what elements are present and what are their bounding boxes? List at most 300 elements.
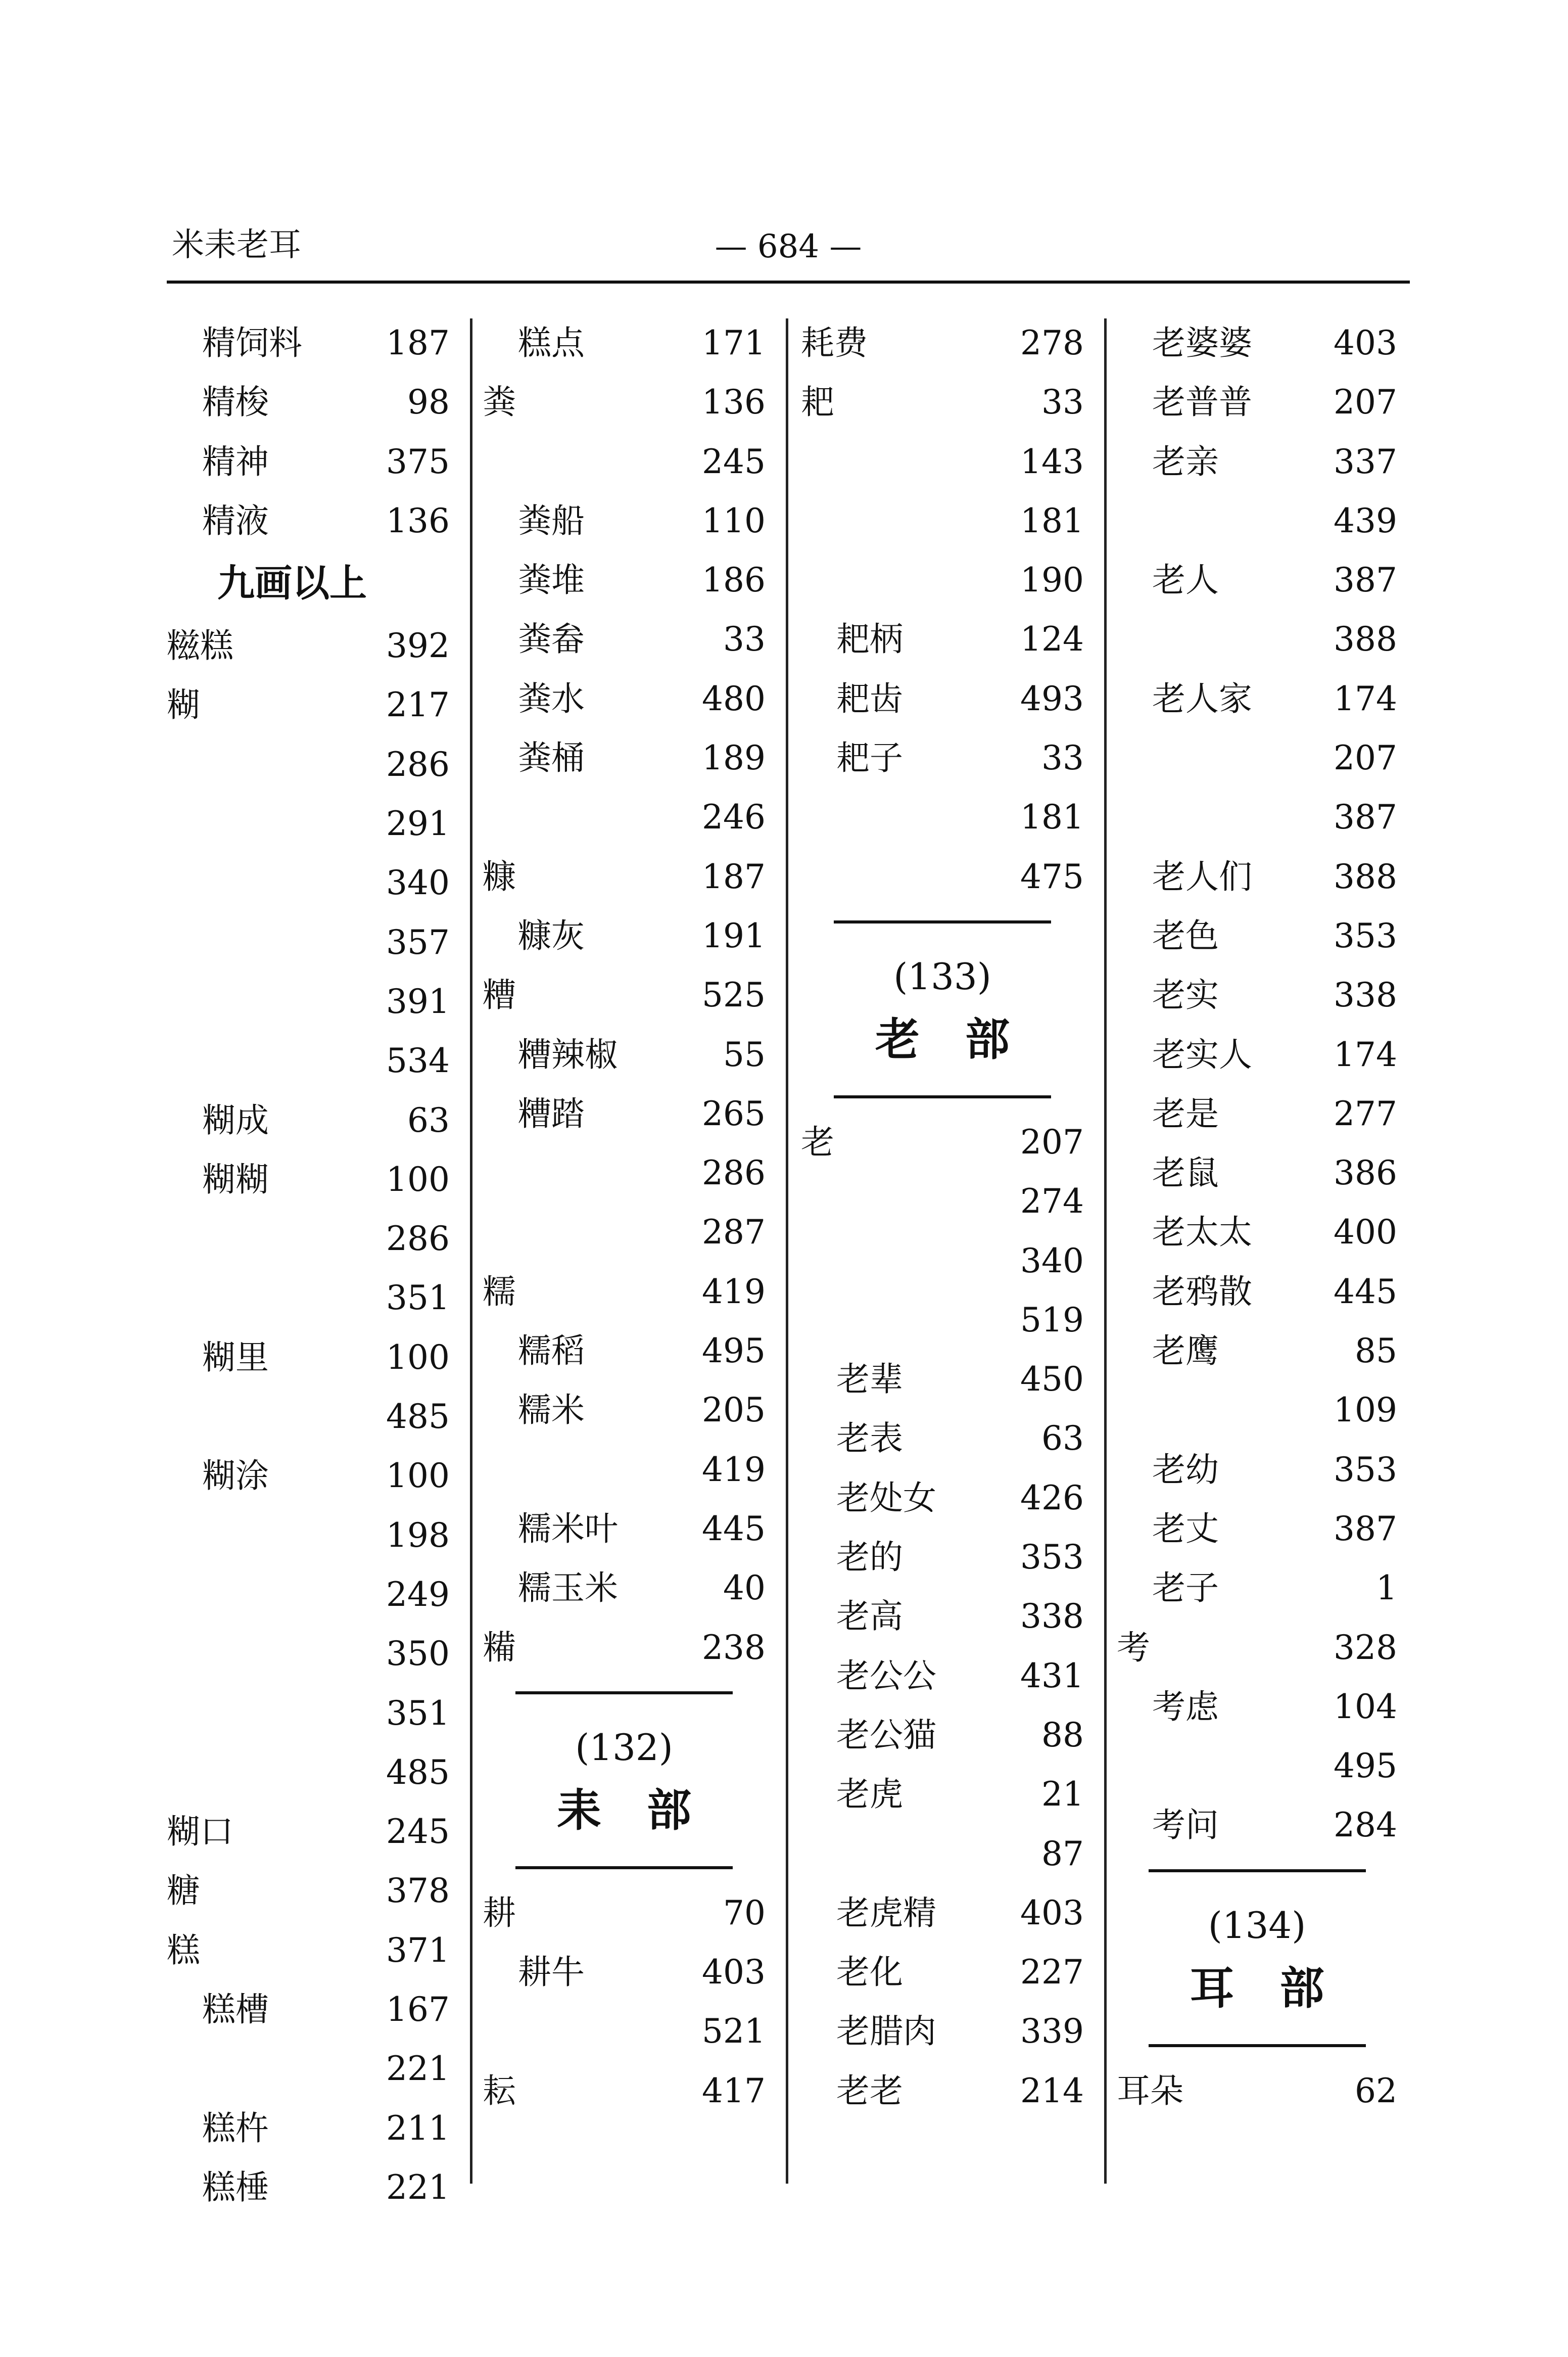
entry-page-number: 70: [723, 1893, 766, 1932]
entry-term: 糊成: [202, 1100, 269, 1140]
index-entry: [1117, 1262, 1397, 1321]
entry-page-number: 426: [1020, 1478, 1084, 1517]
entry-term: 老化: [836, 1953, 903, 1992]
entry-term: 粪桶: [518, 738, 585, 778]
index-entry: [1117, 1558, 1397, 1617]
index-entry: [483, 432, 766, 491]
entry-term: 糊里: [202, 1337, 269, 1377]
entry-page-number: 403: [702, 1953, 766, 1992]
entry-page-number: 480: [702, 679, 766, 718]
entry-term: 老鹰: [1152, 1331, 1219, 1371]
index-entry: [483, 1262, 766, 1321]
entry-page-number: 205: [702, 1391, 766, 1430]
index-entry: [167, 432, 450, 491]
section-rule: [834, 1095, 1051, 1098]
index-entry: [1117, 1677, 1397, 1736]
radical-section-heading: [801, 906, 1084, 1113]
entry-page-number: 286: [386, 1219, 450, 1259]
entry-term: 耳朵: [1117, 2071, 1183, 2110]
section-rule: [515, 1691, 733, 1694]
entry-term: 糟辣椒: [518, 1035, 618, 1074]
index-entry: [483, 669, 766, 728]
section-name: 耳部: [1190, 1962, 1370, 2014]
index-entry: [1117, 1499, 1397, 1558]
index-entry: [167, 735, 450, 794]
entry-page-number: 403: [1020, 1893, 1084, 1932]
index-entry: [1117, 669, 1397, 728]
index-entry: [1117, 1025, 1397, 1084]
index-entry: [801, 1705, 1084, 1765]
entry-term: 老表: [836, 1419, 903, 1458]
entry-term: 老虎: [836, 1775, 903, 1814]
entry-term: 糠灰: [518, 916, 585, 955]
entry-page-number: 249: [386, 1575, 450, 1614]
entry-page-number: 88: [1041, 1715, 1084, 1754]
entry-term: 老幼: [1152, 1450, 1219, 1489]
index-entry: [167, 1506, 450, 1565]
entry-page-number: 337: [1334, 442, 1397, 481]
index-body: [167, 313, 1410, 2234]
section-rule: [1149, 2044, 1366, 2047]
page-number: — 684 —: [715, 228, 862, 265]
entry-page-number: 207: [1020, 1122, 1084, 1162]
index-entry: [483, 965, 766, 1025]
index-entry: [167, 853, 450, 912]
index-entry: [1117, 1795, 1397, 1855]
index-column-1: [167, 313, 450, 2214]
index-entry: [167, 2158, 450, 2217]
index-entry: [801, 2002, 1084, 2061]
entry-page-number: 174: [1334, 679, 1397, 718]
entry-term: 糠: [483, 857, 516, 896]
index-column-3: [801, 313, 1084, 2214]
entry-term: 糟: [483, 976, 516, 1015]
entry-term: 考虑: [1152, 1687, 1219, 1726]
entry-page-number: 445: [1334, 1272, 1397, 1311]
entry-term: 糯米: [518, 1391, 585, 1430]
index-entry: [483, 788, 766, 847]
radical-section-heading: [483, 1677, 766, 1883]
entry-term: 糯米叶: [518, 1509, 618, 1548]
entry-term: 老老: [836, 2071, 903, 2110]
index-entry: [483, 373, 766, 432]
index-entry: [1117, 2061, 1397, 2120]
entry-page-number: 221: [386, 2167, 450, 2207]
entry-term: 老的: [836, 1538, 903, 1577]
index-entry: [1117, 491, 1397, 550]
entry-page-number: 55: [723, 1035, 766, 1074]
entry-term: 粪水: [518, 679, 585, 718]
index-entry: [167, 1861, 450, 1920]
index-entry: [801, 1765, 1084, 1824]
entry-page-number: 495: [702, 1331, 766, 1371]
entry-page-number: 265: [702, 1094, 766, 1133]
index-entry: [167, 1565, 450, 1624]
column-divider: [786, 318, 788, 2184]
entry-page-number: 211: [386, 2108, 450, 2148]
index-entry: [801, 788, 1084, 847]
index-entry: [483, 1025, 766, 1084]
entry-page-number: 387: [1334, 1509, 1397, 1548]
entry-term: 老人们: [1152, 857, 1252, 896]
index-entry: [801, 728, 1084, 788]
index-entry: [167, 2099, 450, 2158]
index-entry: [167, 1980, 450, 2039]
entry-term: 老公公: [836, 1656, 936, 1695]
entry-term: 糟踏: [518, 1094, 585, 1133]
section-name: 耒部: [556, 1784, 737, 1836]
entry-term: 考问: [1152, 1806, 1219, 1845]
entry-term: 糊口: [167, 1812, 233, 1852]
index-entry: [167, 1802, 450, 1861]
entry-page-number: 221: [386, 2049, 450, 2089]
entry-term: 糯: [483, 1272, 516, 1311]
entry-page-number: 485: [386, 1397, 450, 1437]
entry-page-number: 85: [1355, 1331, 1397, 1371]
radical-section-heading: [1117, 1855, 1397, 2061]
index-entry: [167, 913, 450, 972]
index-entry: [1117, 1618, 1397, 1677]
entry-page-number: 207: [1334, 738, 1397, 778]
section-rule: [515, 1866, 733, 1869]
entry-term: 老高: [836, 1597, 903, 1636]
index-entry: [483, 1203, 766, 1262]
index-entry: [167, 972, 450, 1031]
entry-page-number: 388: [1334, 857, 1397, 896]
index-entry: [801, 1409, 1084, 1468]
entry-term: 老人家: [1152, 679, 1252, 718]
index-entry: [167, 1446, 450, 1505]
index-entry: [483, 610, 766, 669]
entry-page-number: 278: [1020, 323, 1084, 362]
index-entry: [483, 1321, 766, 1380]
index-entry: [1117, 1143, 1397, 1203]
entry-term: 精梭: [202, 383, 269, 422]
entry-page-number: 475: [1020, 857, 1084, 896]
entry-page-number: 181: [1020, 501, 1084, 540]
entry-term: 老公猫: [836, 1715, 936, 1754]
index-entry: [801, 1587, 1084, 1646]
entry-term: 精液: [202, 501, 269, 540]
entry-page-number: 174: [1334, 1035, 1397, 1074]
entry-page-number: 227: [1020, 1953, 1084, 1992]
index-entry: [1117, 432, 1397, 491]
entry-page-number: 63: [1041, 1419, 1084, 1458]
entry-page-number: 400: [1334, 1213, 1397, 1252]
entry-page-number: 284: [1334, 1806, 1397, 1845]
entry-page-number: 291: [386, 804, 450, 844]
entry-page-number: 519: [1020, 1300, 1084, 1339]
entry-page-number: 171: [702, 323, 766, 362]
entry-page-number: 493: [1020, 679, 1084, 718]
entry-term: 糒: [483, 1628, 516, 1667]
index-entry: [801, 313, 1084, 373]
entry-page-number: 189: [702, 738, 766, 778]
entry-page-number: 375: [386, 442, 450, 481]
entry-term: 老虎精: [836, 1893, 936, 1932]
index-entry: [801, 1824, 1084, 1883]
entry-page-number: 40: [723, 1568, 766, 1608]
entry-page-number: 136: [702, 383, 766, 422]
index-entry: [167, 1150, 450, 1209]
entry-page-number: 392: [386, 626, 450, 666]
index-entry: [167, 616, 450, 675]
entry-page-number: 245: [702, 442, 766, 481]
entry-term: 老太太: [1152, 1213, 1252, 1252]
entry-page-number: 1: [1376, 1568, 1397, 1608]
index-entry: [167, 675, 450, 734]
section-rule: [1149, 1869, 1366, 1872]
entry-page-number: 340: [1020, 1241, 1084, 1280]
entry-page-number: 238: [702, 1628, 766, 1667]
entry-page-number: 353: [1334, 916, 1397, 955]
index-entry: [167, 794, 450, 853]
entry-term: 粪堆: [518, 561, 585, 600]
entry-page-number: 450: [1020, 1360, 1084, 1399]
running-head-title: 米耒老耳: [172, 226, 301, 264]
index-entry: [1117, 313, 1397, 373]
index-entry: [483, 906, 766, 965]
entry-term: 粪畚: [518, 620, 585, 659]
entry-page-number: 386: [1334, 1153, 1397, 1193]
entry-page-number: 198: [386, 1515, 450, 1555]
index-entry: [167, 1268, 450, 1327]
entry-term: 糕棰: [202, 2167, 269, 2207]
entry-page-number: 350: [386, 1634, 450, 1674]
entry-term: 老人: [1152, 561, 1219, 600]
entry-page-number: 63: [407, 1100, 450, 1140]
entry-term: 老普普: [1152, 383, 1252, 422]
entry-page-number: 439: [1334, 501, 1397, 540]
entry-page-number: 339: [1020, 2012, 1084, 2051]
entry-term: 老色: [1152, 916, 1219, 955]
entry-term: 老丈: [1152, 1509, 1219, 1548]
index-entry: [483, 847, 766, 906]
entry-term: 糯稻: [518, 1331, 585, 1371]
entry-page-number: 124: [1020, 620, 1084, 659]
entry-page-number: 525: [702, 976, 766, 1015]
index-entry: [483, 1084, 766, 1143]
entry-page-number: 340: [386, 863, 450, 903]
index-entry: [483, 491, 766, 550]
entry-page-number: 109: [1334, 1391, 1397, 1430]
column-divider: [1104, 318, 1107, 2184]
entry-term: 老鸦散: [1152, 1272, 1252, 1311]
entry-page-number: 328: [1334, 1628, 1397, 1667]
index-entry: [801, 432, 1084, 491]
index-entry: [1117, 610, 1397, 669]
entry-term: 糕槽: [202, 1990, 269, 2029]
index-entry: [167, 373, 450, 432]
entry-page-number: 387: [1334, 798, 1397, 837]
index-entry: [801, 1468, 1084, 1528]
entry-page-number: 351: [386, 1693, 450, 1733]
index-entry: [801, 550, 1084, 610]
entry-page-number: 167: [386, 1990, 450, 2029]
index-entry: [483, 1618, 766, 1677]
entry-page-number: 277: [1334, 1094, 1397, 1133]
index-entry: [167, 1091, 450, 1150]
entry-term: 老腊肉: [836, 2012, 936, 2051]
entry-term: 糊: [167, 685, 200, 725]
index-entry: [483, 728, 766, 788]
index-entry: [801, 847, 1084, 906]
index-entry: [801, 1943, 1084, 2002]
entry-term: 耙齿: [836, 679, 903, 718]
index-entry: [1117, 373, 1397, 432]
entry-page-number: 186: [702, 561, 766, 600]
index-entry: [167, 1209, 450, 1268]
index-entry: [801, 1172, 1084, 1231]
entry-page-number: 274: [1020, 1182, 1084, 1221]
index-entry: [1117, 1440, 1397, 1499]
entry-page-number: 33: [1041, 738, 1084, 778]
index-entry: [1117, 1203, 1397, 1262]
index-entry: [483, 1440, 766, 1499]
entry-page-number: 388: [1334, 620, 1397, 659]
index-entry: [801, 1646, 1084, 1705]
index-entry: [1117, 1084, 1397, 1143]
index-column-2: [483, 313, 766, 2214]
entry-page-number: 245: [386, 1812, 450, 1852]
entry-page-number: 403: [1334, 323, 1397, 362]
subheading-text: 九画以上: [217, 562, 367, 606]
index-entry: [801, 1231, 1084, 1290]
index-entry: [167, 1387, 450, 1446]
entry-page-number: 21: [1041, 1775, 1084, 1814]
entry-page-number: 387: [1334, 561, 1397, 600]
entry-term: 耕: [483, 1893, 516, 1932]
index-entry: [1117, 550, 1397, 610]
entry-page-number: 338: [1020, 1597, 1084, 1636]
entry-page-number: 286: [386, 745, 450, 784]
section-number: (134): [1208, 1904, 1306, 1947]
index-entry: [1117, 788, 1397, 847]
index-entry: [483, 1558, 766, 1617]
entry-page-number: 181: [1020, 798, 1084, 837]
entry-page-number: 391: [386, 982, 450, 1021]
index-entry: [167, 1328, 450, 1387]
index-entry: [167, 1624, 450, 1683]
entry-term: 糕杵: [202, 2108, 269, 2148]
entry-term: 老处女: [836, 1478, 936, 1517]
section-rule: [834, 920, 1051, 923]
entry-page-number: 485: [386, 1752, 450, 1792]
entry-page-number: 371: [386, 1930, 450, 1970]
entry-term: 糊涂: [202, 1456, 269, 1496]
entry-page-number: 246: [702, 798, 766, 837]
entry-page-number: 143: [1020, 442, 1084, 481]
index-entry: [801, 1290, 1084, 1350]
entry-page-number: 136: [386, 501, 450, 540]
index-entry: [483, 1143, 766, 1203]
entry-page-number: 100: [386, 1160, 450, 1199]
page-header: [167, 210, 1410, 284]
index-entry: [483, 1943, 766, 2002]
index-entry: [801, 1528, 1084, 1587]
entry-page-number: 417: [702, 2071, 766, 2110]
index-entry: [167, 2039, 450, 2098]
entry-page-number: 190: [1020, 561, 1084, 600]
entry-page-number: 207: [1334, 383, 1397, 422]
index-entry: [801, 2061, 1084, 2120]
entry-page-number: 378: [386, 1871, 450, 1911]
entry-term: 老子: [1152, 1568, 1219, 1608]
entry-term: 精饲料: [202, 323, 302, 362]
entry-term: 粪: [483, 383, 516, 422]
index-entry: [801, 373, 1084, 432]
entry-term: 耙柄: [836, 620, 903, 659]
entry-page-number: 351: [386, 1278, 450, 1318]
entry-term: 耘: [483, 2071, 516, 2110]
entry-page-number: 100: [386, 1456, 450, 1496]
entry-page-number: 286: [702, 1153, 766, 1193]
index-entry: [1117, 965, 1397, 1025]
entry-page-number: 191: [702, 916, 766, 955]
entry-page-number: 100: [386, 1337, 450, 1377]
entry-term: 考: [1117, 1628, 1150, 1667]
entry-term: 耕牛: [518, 1953, 585, 1992]
entry-page-number: 534: [386, 1041, 450, 1081]
entry-term: 老实人: [1152, 1035, 1252, 1074]
section-name: 老部: [875, 1013, 1055, 1066]
entry-term: 老辈: [836, 1360, 903, 1399]
entry-term: 耙: [801, 383, 834, 422]
entry-term: 老婆婆: [1152, 323, 1252, 362]
entry-page-number: 214: [1020, 2071, 1084, 2110]
entry-page-number: 110: [702, 501, 766, 540]
index-entry: [1117, 728, 1397, 788]
index-column-4: [1117, 313, 1397, 2214]
entry-term: 糕: [167, 1930, 200, 1970]
index-entry: [801, 1883, 1084, 1943]
entry-page-number: 187: [386, 323, 450, 362]
index-entry: [801, 1350, 1084, 1409]
entry-term: 糊糊: [202, 1160, 269, 1199]
entry-page-number: 217: [386, 685, 450, 725]
column-divider: [470, 318, 472, 2184]
index-entry: [483, 1499, 766, 1558]
entry-page-number: 187: [702, 857, 766, 896]
section-number: (133): [893, 955, 991, 998]
index-entry: [483, 2002, 766, 2061]
entry-term: 老亲: [1152, 442, 1219, 481]
index-entry: [483, 313, 766, 373]
stroke-count-subheading: [167, 550, 450, 616]
index-entry: [801, 669, 1084, 728]
entry-page-number: 431: [1020, 1656, 1084, 1695]
entry-page-number: 445: [702, 1509, 766, 1548]
section-number: (132): [575, 1726, 673, 1769]
index-entry: [167, 1743, 450, 1802]
index-entry: [1117, 1380, 1397, 1440]
entry-page-number: 353: [1334, 1450, 1397, 1489]
index-entry: [483, 1883, 766, 1943]
entry-term: 耙子: [836, 738, 903, 778]
entry-page-number: 33: [723, 620, 766, 659]
index-entry: [167, 1031, 450, 1090]
entry-page-number: 357: [386, 922, 450, 962]
index-entry: [483, 2061, 766, 2120]
entry-page-number: 338: [1334, 976, 1397, 1015]
entry-term: 粪船: [518, 501, 585, 540]
entry-term: 糍糕: [167, 626, 233, 666]
entry-term: 老: [801, 1122, 834, 1162]
index-entry: [167, 313, 450, 373]
index-entry: [801, 491, 1084, 550]
entry-page-number: 419: [702, 1272, 766, 1311]
index-entry: [483, 1380, 766, 1440]
